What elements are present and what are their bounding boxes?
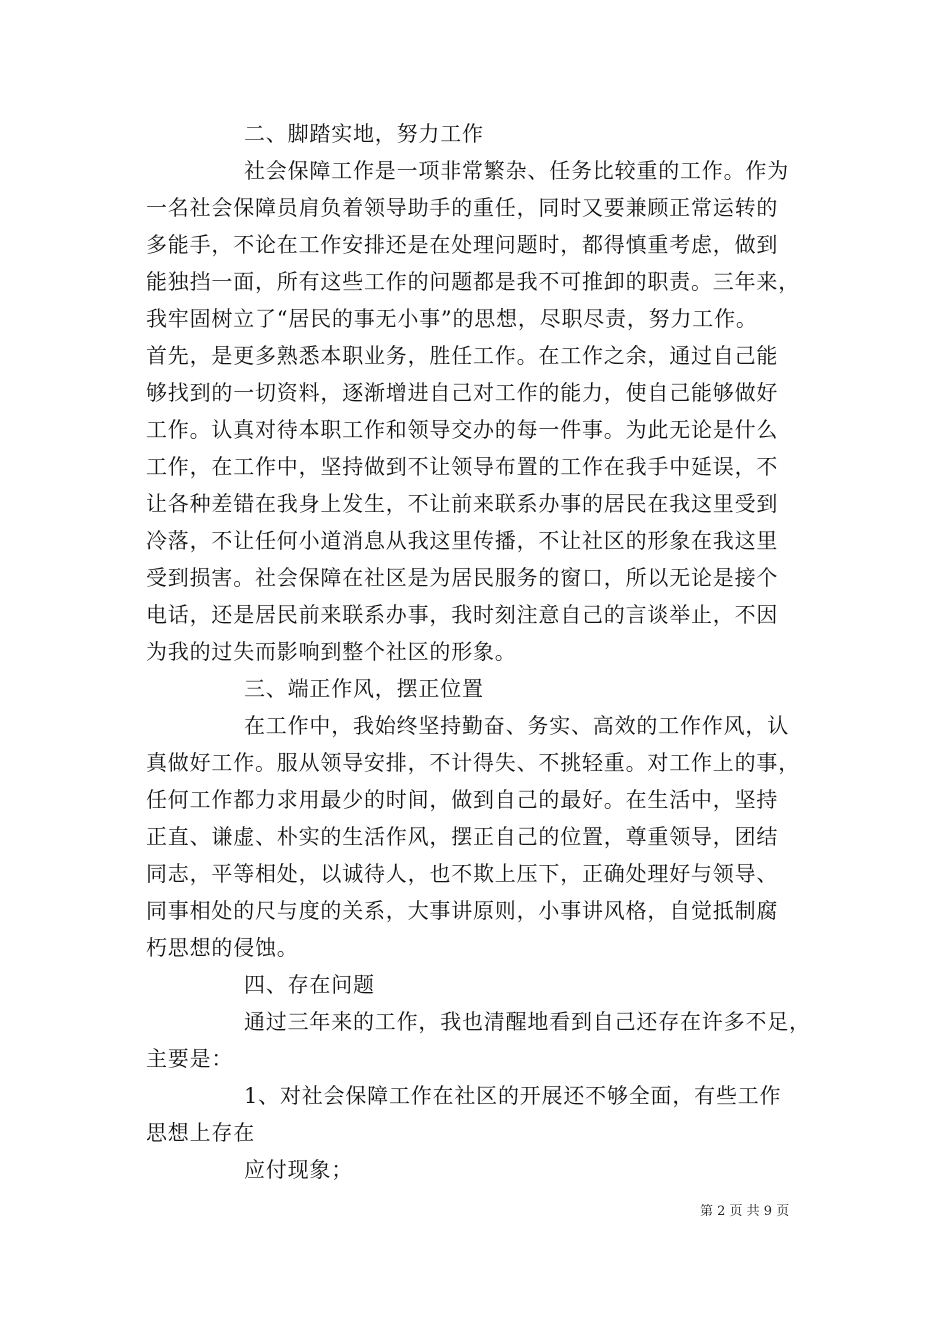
paragraph-line: 首先，是更多熟悉本职业务，胜任工作。在工作之余，通过自己能: [146, 344, 779, 368]
paragraph-line: 主要是：: [146, 1047, 234, 1071]
paragraph-line: 正直、谦虚、朴实的生活作风，摆正自己的位置，尊重领导，团结: [146, 825, 779, 849]
section-heading: 三、端正作风，摆正位置: [244, 677, 484, 701]
list-item-line: 1、对社会保障工作在社区的开展还不够全面，有些工作: [244, 1084, 782, 1108]
list-item-line: 应付现象；: [244, 1158, 353, 1182]
paragraph-line: 冷落，不让任何小道消息从我这里传播，不让社区的形象在我这里: [146, 529, 779, 553]
paragraph-line: 朽思想的侵蚀。: [146, 936, 299, 960]
paragraph-line: 同事相处的尺与度的关系，大事讲原则，小事讲风格，自觉抵制腐: [146, 899, 779, 923]
paragraph-line: 通过三年来的工作，我也清醒地看到自己还存在许多不足，: [244, 1010, 811, 1034]
paragraph-line: 我牢固树立了“居民的事无小事”的思想，尽职尽责，努力工作。: [146, 307, 758, 331]
paragraph-line: 一名社会保障员肩负着领导助手的重任，同时又要兼顾正常运转的: [146, 196, 779, 220]
paragraph-line: 工作，在工作中，坚持做到不让领导布置的工作在我手中延误，不: [146, 455, 779, 479]
page-number-footer: 第 2 页 共 9 页: [700, 1204, 790, 1219]
section-heading: 四、存在问题: [244, 973, 375, 997]
paragraph-line: 工作。认真对待本职工作和领导交办的每一件事。为此无论是什么: [146, 418, 779, 442]
paragraph-line: 同志，平等相处，以诚待人，也不欺上压下，正确处理好与领导、: [146, 862, 779, 886]
document-body: [146, 116, 826, 1189]
paragraph-line: 让各种差错在我身上发生，不让前来联系办事的居民在我这里受到: [146, 492, 779, 516]
paragraph-line: 能独挡一面，所有这些工作的问题都是我不可推卸的职责。三年来，: [146, 270, 800, 294]
paragraph-line: 受到损害。社会保障在社区是为居民服务的窗口，所以无论是接个: [146, 566, 779, 590]
section-heading: 二、脚踏实地，努力工作: [244, 122, 484, 146]
paragraph-line: 任何工作都力求用最少的时间，做到自己的最好。在生活中，坚持: [146, 788, 779, 812]
list-item-line: 思想上存在: [146, 1121, 255, 1145]
paragraph-line: 真做好工作。服从领导安排，不计得失、不挑轻重。对工作上的事，: [146, 751, 800, 775]
paragraph-line: 在工作中，我始终坚持勤奋、务实、高效的工作作风，认: [244, 714, 789, 738]
paragraph-line: 为我的过失而影响到整个社区的形象。: [146, 640, 517, 664]
paragraph-line: 够找到的一切资料，逐渐增进自己对工作的能力，使自己能够做好: [146, 381, 779, 405]
paragraph-line: 电话，还是居民前来联系办事，我时刻注意自己的言谈举止，不因: [146, 603, 779, 627]
paragraph-line: 多能手，不论在工作安排还是在处理问题时，都得慎重考虑，做到: [146, 233, 779, 257]
paragraph-line: 社会保障工作是一项非常繁杂、任务比较重的工作。作为: [244, 159, 789, 183]
